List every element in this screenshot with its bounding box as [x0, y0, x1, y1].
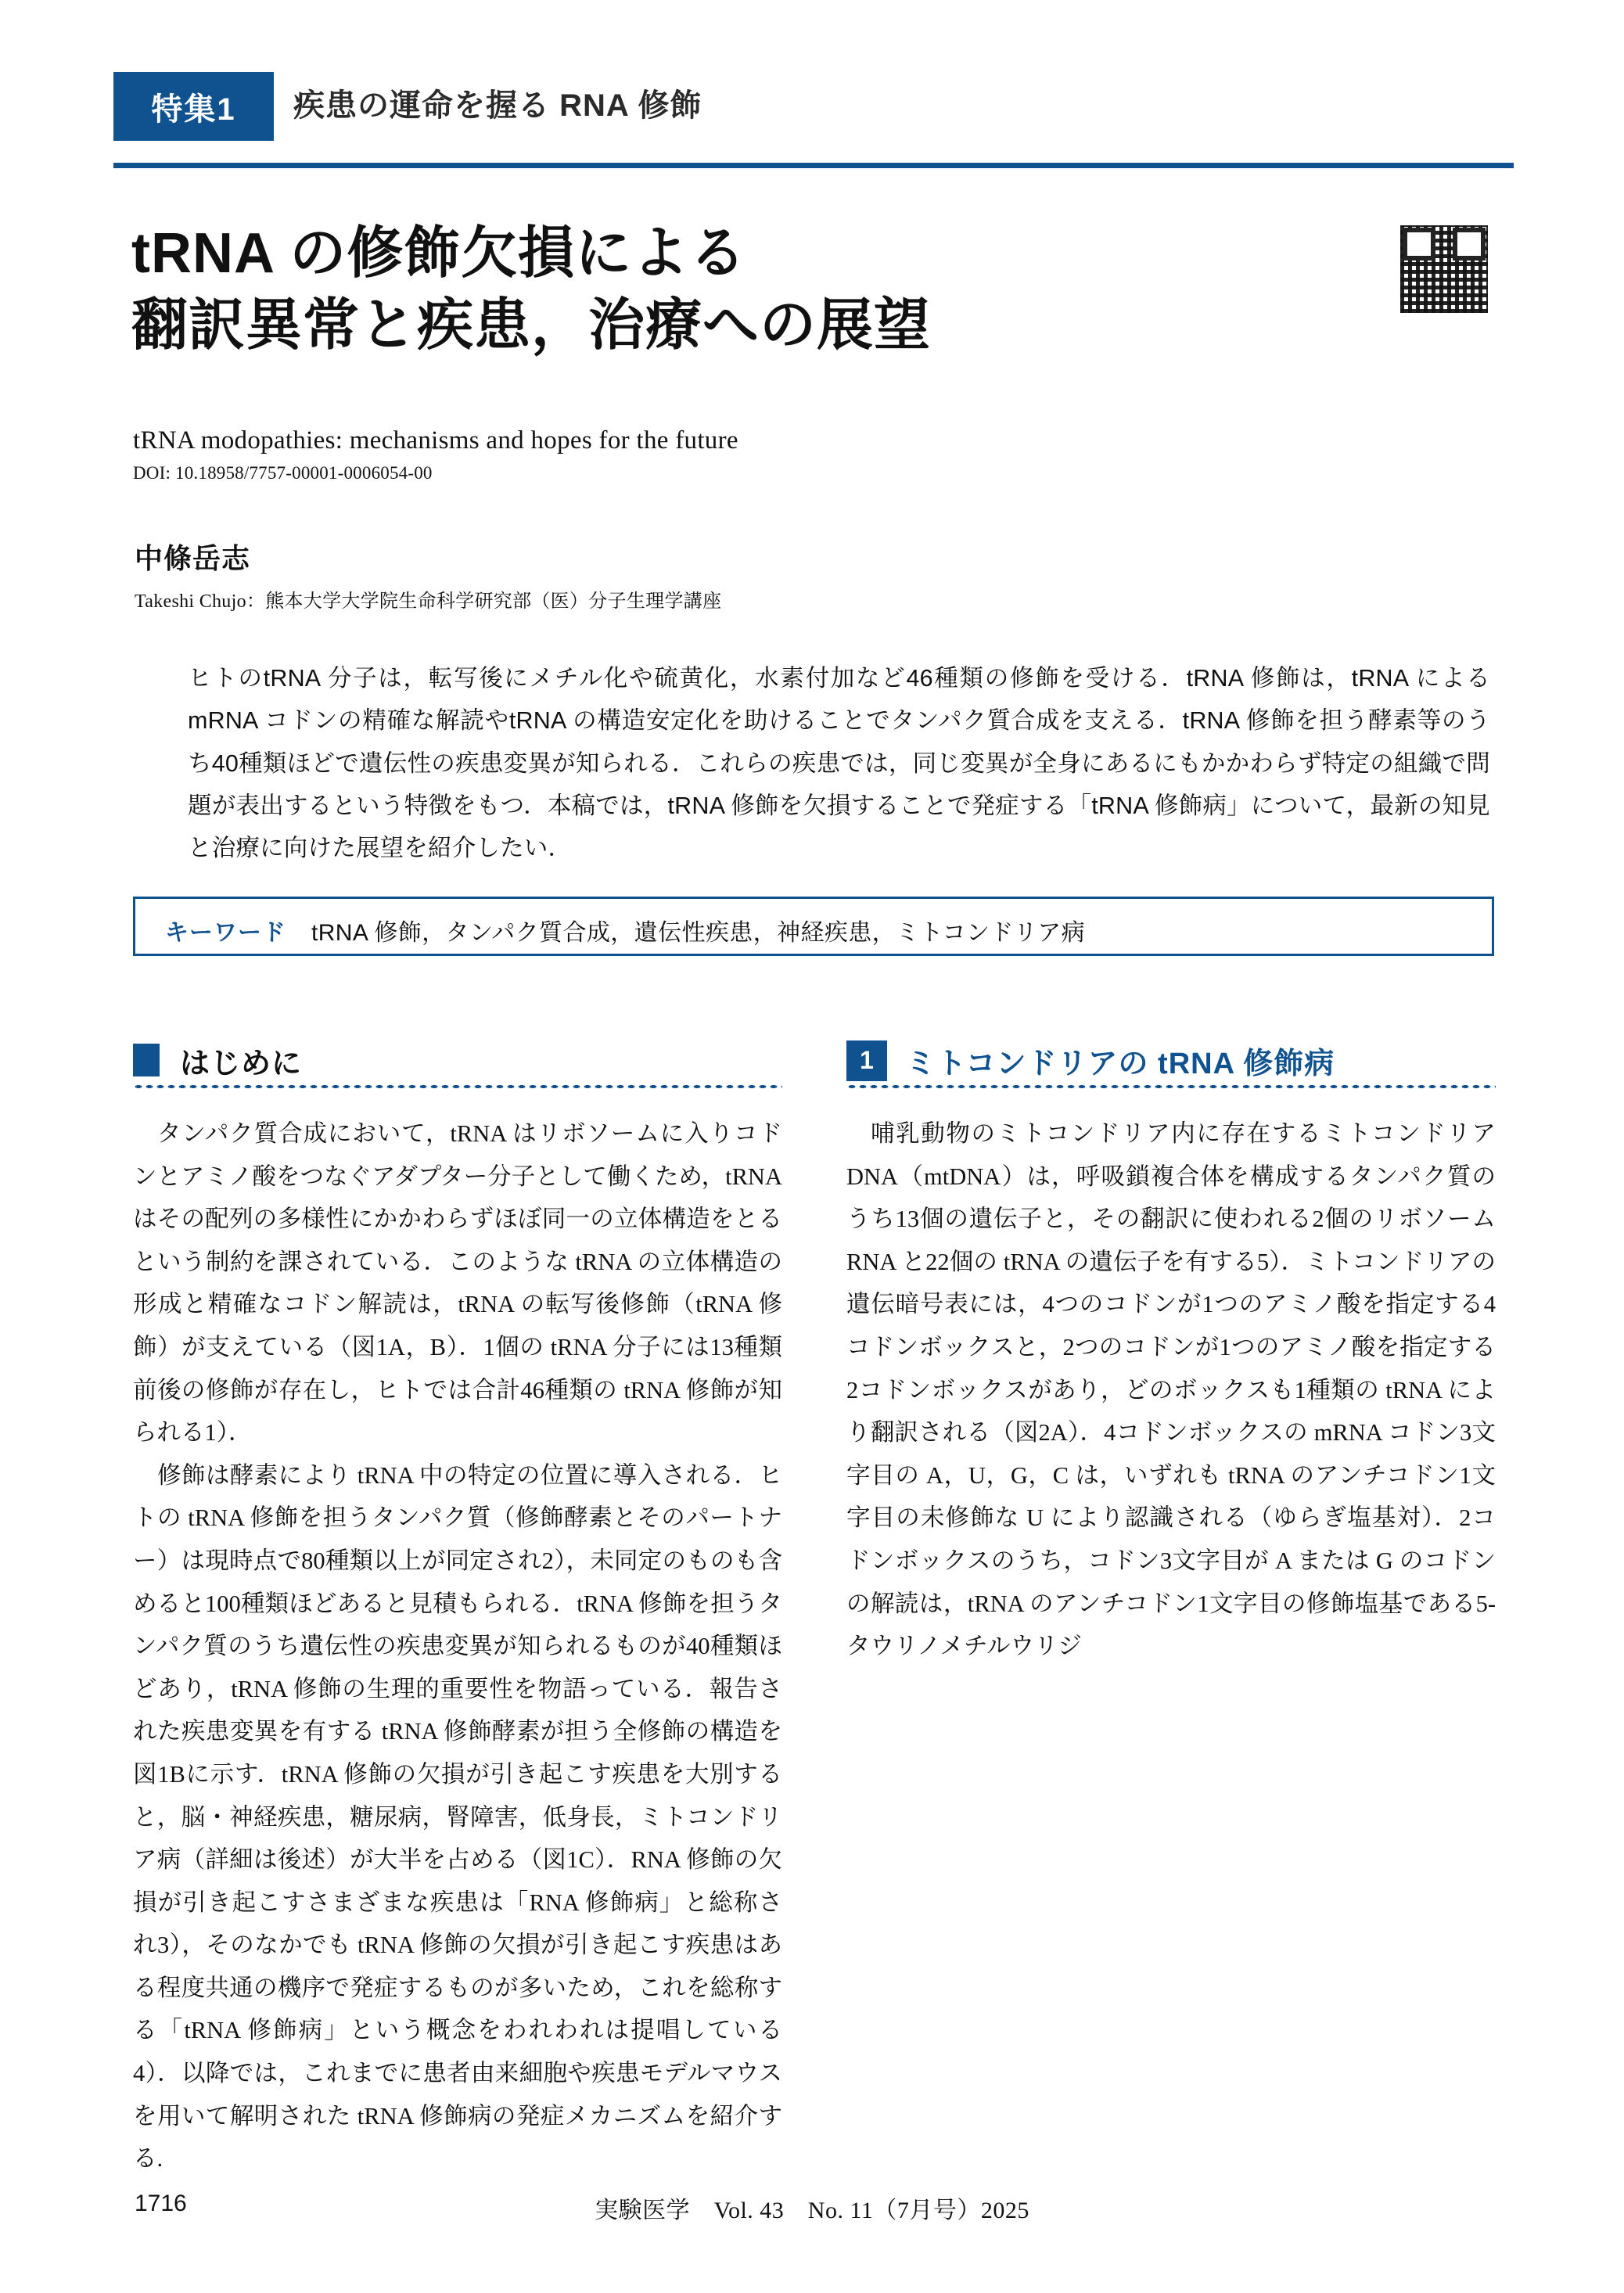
qr-code-icon [1400, 225, 1488, 313]
doi-text: DOI: 10.18958/7757-00001-0006054-00 [133, 463, 433, 483]
page-title [131, 217, 1352, 361]
intro-paragraph-2-part: 修飾は酵素により tRNA 中の特定の位置に導入される．ヒトの tRNA 修飾を担うタンパク質（修飾酵素とそのパートナー）は現時点で80種類以上が同定され2），未同定のものも含めると100種類ほどあると見積もられる．tRNA 修飾を担うタンパク質のうち遺伝性の疾患変異が知られるものが40種類ほどあり，tRNA 修飾の生理的重要性を物語っている．報告された疾患変異を有する tRNA 修飾酵素が担う全修飾の構造を図1Bに示す．tRNA 修飾の欠損が引き起こす疾患を大別すると，脳・神経疾患，糖尿病，腎障害，低身長，ミトコンドリア病（詳細は後述）が大半を占める（図1C）．RNA 修飾の欠損が引き起こすさまざまな疾患は「RNA 修飾病」と総称され3），そのなかでも tRNA 修飾の欠損が引き起こす疾患はある程度共通の機序で発症するものが多いため，これを総称する「tRNA 修飾病」という概念をわれわれは提唱している4）．以降では，これまでに患者由来細胞や疾患モデルマウスを用いて解明された tRNA 修飾病の発症メカニズムを紹介する. [133, 1461, 782, 2173]
title-line-2: 翻訳異常と疾患，治療への展望 [131, 294, 932, 358]
column-left [133, 1040, 782, 2180]
title-line-1: tRNA の修飾欠損による [131, 222, 747, 285]
abstract-text: ヒトのtRNA 分子は，転写後にメチル化や硫黄化，水素付加など46種類の修飾を受ける．tRNA 修飾は，tRNA によるmRNA コドンの精確な解読やtRNA の構造安定化を助けることでタンパク質合成を支える．tRNA 修飾を担う酵素等のうち40種類ほどで遺伝性の疾患変異が知られる．これらの疾患では，同じ変異が全身にあるにもかかわらず特定の組織で問題が表出するという特徴をもつ．本稿では，tRNA 修飾を欠損することで発症する「tRNA 修飾病」について，最新の知見と治療に向けた展望を紹介したい． [188, 665, 1490, 862]
section-heading-intro [133, 1040, 782, 1089]
header-rule [113, 163, 1514, 168]
title-english: tRNA modopathies: mechanisms and hopes for the future [133, 426, 738, 455]
sec1-paragraph-1: 哺乳動物のミトコンドリア内に存在するミトコンドリア DNA（mtDNA）は，呼吸鎖複合体を構成するタンパク質のうち13個の遺伝子と，その翻訳に使われる2個のリボソーム RNA と22個の tRNA の遺伝子を有する5）．ミトコンドリアの遺伝暗号表には，4つのコドンが1つのアミノ酸を指定する4コドンボックスと，2つのコドンが1つのアミノ酸を指定する2コドンボックスがあり，どのボックスも1種類の tRNA により翻訳される（図2A）．4コドンボックスの mRNA コドン3文字目の A，U，G，C は，いずれも tRNA のアンチコドン1文字目の未修飾な U により認識される（ゆらぎ塩基対）．2コドンボックスのうち，コドン3文字目が A または G のコドンの解読は，tRNA のアンチコドン1文字目の修飾塩基である5-タウリノメチルウリジ [846, 1120, 1496, 1660]
section-heading-intro-label: はじめに [180, 1048, 303, 1080]
section-number-badge: 1 [846, 1040, 887, 1081]
author-name: 中條岳志 [135, 542, 251, 574]
keywords-label: キーワード [165, 920, 286, 946]
column-right [846, 1040, 1496, 1668]
section-mark-icon [133, 1044, 160, 1076]
page-number: 1716 [135, 2191, 187, 2216]
feature-tag: 特集1 [113, 72, 274, 141]
section-dotted-rule [133, 1084, 782, 1089]
section-dotted-rule [846, 1084, 1496, 1089]
keywords-text: tRNA 修飾，タンパク質合成，遺伝性疾患，神経疾患，ミトコンドリア病 [311, 920, 1086, 946]
intro-paragraph-1: タンパク質合成において，tRNA はリボソームに入りコドンとアミノ酸をつなぐアダプター分子として働くため，tRNA はその配列の多様性にかかわらずほぼ同一の立体構造をとるという制約を課されている．このような tRNA の立体構造の形成と精確なコドン解読は，tRNA の転写後修飾（tRNA 修飾）が支えている（図1A，B）．1個の tRNA 分子には13種類前後の修飾が存在し，ヒトでは合計46種類の tRNA 修飾が知られる1）． [133, 1120, 782, 1447]
section-heading-mito [846, 1040, 1496, 1089]
feature-subtitle: 疾患の運命を握る RNA 修飾 [293, 88, 702, 123]
section-heading-mito-label: ミトコンドリアの tRNA 修飾病 [906, 1048, 1335, 1080]
keywords-box [133, 897, 1494, 956]
author-affiliation: Takeshi Chujo：熊本大学大学院生命科学研究部（医）分子生理学講座 [135, 591, 722, 612]
journal-citation: 実験医学 Vol. 43 No. 11（7月号）2025 [595, 2198, 1029, 2223]
